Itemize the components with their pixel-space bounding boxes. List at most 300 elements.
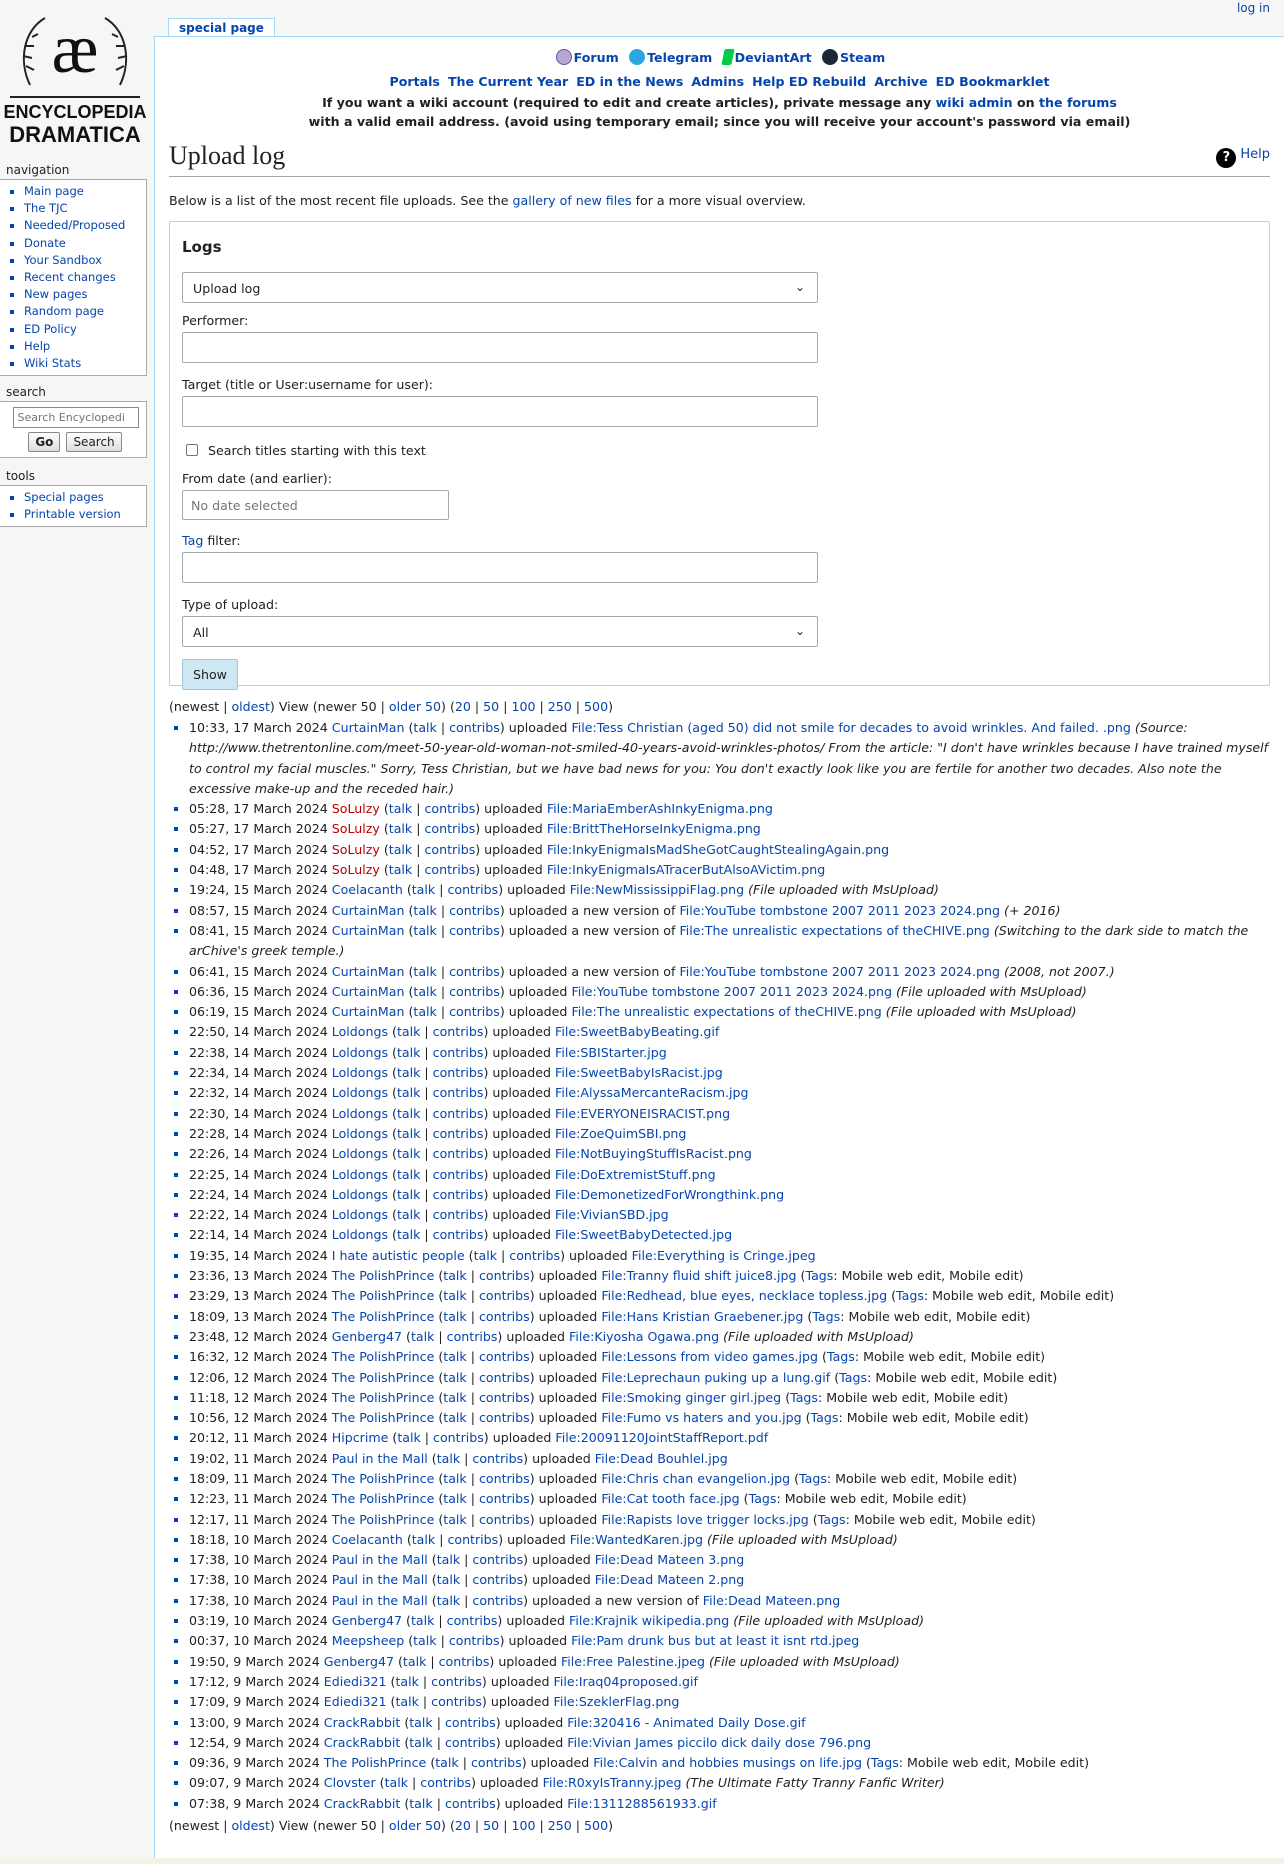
contribs-link[interactable]: contribs bbox=[449, 902, 500, 918]
contribs-link[interactable]: contribs bbox=[472, 1572, 524, 1588]
log-action: uploaded bbox=[498, 1653, 557, 1669]
contribs-link[interactable]: contribs bbox=[447, 1531, 499, 1547]
contribs-link[interactable]: contribs bbox=[438, 1653, 490, 1669]
contribs-link[interactable]: contribs bbox=[431, 1673, 482, 1689]
talk-link[interactable]: talk bbox=[396, 1105, 421, 1121]
user-link[interactable]: CurtainMan bbox=[331, 963, 405, 979]
contribs-link[interactable]: contribs bbox=[432, 1207, 484, 1223]
user-link[interactable]: The PolishPrince bbox=[331, 1369, 435, 1385]
talk-link[interactable]: talk bbox=[413, 720, 437, 735]
log-timestamp: 08:41, 15 March 2024 bbox=[189, 922, 328, 938]
contribs-link[interactable]: contribs bbox=[478, 1268, 530, 1284]
contribs-link[interactable]: contribs bbox=[444, 1795, 496, 1811]
limit-link[interactable]: 50 bbox=[483, 1818, 500, 1834]
talk-link[interactable]: talk bbox=[402, 1653, 427, 1669]
tags-link[interactable]: Tags bbox=[799, 1470, 827, 1486]
file-link[interactable]: File:SzeklerFlag.png bbox=[553, 1694, 680, 1710]
user-link[interactable]: Ediedi321 bbox=[323, 1673, 387, 1689]
talk-link[interactable]: talk bbox=[388, 821, 413, 837]
tags-link[interactable]: Tags bbox=[817, 1511, 846, 1527]
user-link[interactable]: Loldongs bbox=[331, 1227, 389, 1243]
tags-link[interactable]: Tags bbox=[896, 1288, 924, 1304]
contribs-link[interactable]: contribs bbox=[478, 1491, 530, 1507]
file-link[interactable]: File:Pam drunk bus but at least it isnt rtd.jpeg bbox=[571, 1633, 860, 1649]
user-link[interactable]: SoLulzy bbox=[331, 801, 380, 817]
pager-top: (newest | oldest) View (newer 50 | older 50) (20 | 50 | 100 | 250 | 500) bbox=[169, 699, 614, 714]
file-link[interactable]: File:SweetBabyBeating.gif bbox=[555, 1024, 720, 1040]
file-link[interactable]: File:MariaEmberAshInkyEnigma.png bbox=[546, 801, 773, 817]
oldest-link[interactable]: oldest bbox=[231, 1818, 270, 1834]
search-button[interactable]: Search bbox=[66, 432, 121, 452]
user-link[interactable]: Loldongs bbox=[331, 1105, 389, 1121]
talk-link[interactable]: talk bbox=[436, 1450, 461, 1466]
talk-link[interactable]: talk bbox=[409, 1714, 433, 1730]
file-link[interactable]: File:Dead Mateen 2.png bbox=[594, 1572, 745, 1588]
user-link[interactable]: Loldongs bbox=[331, 1125, 389, 1141]
log-tags: Mobile web edit, Mobile edit bbox=[932, 1288, 1110, 1304]
talk-link[interactable]: talk bbox=[413, 922, 437, 938]
talk-link[interactable]: talk bbox=[395, 1673, 419, 1689]
user-link[interactable]: The PolishPrince bbox=[331, 1288, 435, 1304]
talk-link[interactable]: talk bbox=[396, 1065, 421, 1081]
talk-link[interactable]: talk bbox=[473, 1247, 498, 1263]
talk-link[interactable]: talk bbox=[396, 1166, 421, 1182]
log-timestamp: 19:50, 9 March 2024 bbox=[189, 1653, 320, 1669]
contribs-link[interactable]: contribs bbox=[472, 1552, 524, 1568]
file-link[interactable]: File:BrittTheHorseInkyEnigma.png bbox=[546, 821, 761, 837]
file-link[interactable]: File:InkyEnigmaIsATracerButAlsoAVictim.png bbox=[546, 862, 826, 878]
log-timestamp: 04:48, 17 March 2024 bbox=[189, 862, 328, 878]
contribs-link[interactable]: contribs bbox=[446, 1328, 498, 1344]
talk-link[interactable]: talk bbox=[443, 1491, 467, 1507]
file-link[interactable]: File:DemonetizedForWrongthink.png bbox=[555, 1186, 785, 1202]
tag-filter-input[interactable] bbox=[182, 552, 818, 583]
contribs-link[interactable]: contribs bbox=[449, 720, 500, 735]
limit-link[interactable]: 500 bbox=[584, 699, 609, 714]
talk-link[interactable]: talk bbox=[413, 1633, 437, 1649]
contribs-link[interactable]: contribs bbox=[432, 1065, 484, 1081]
talk-link[interactable]: talk bbox=[388, 862, 413, 878]
contribs-link[interactable]: contribs bbox=[478, 1389, 530, 1405]
user-link[interactable]: Genberg47 bbox=[331, 1613, 403, 1629]
user-link[interactable]: Coelacanth bbox=[331, 882, 403, 898]
limit-link[interactable]: 20 bbox=[454, 699, 471, 714]
talk-link[interactable]: talk bbox=[443, 1349, 467, 1365]
contribs-link[interactable]: contribs bbox=[478, 1511, 530, 1527]
user-link[interactable]: CrackRabbit bbox=[323, 1795, 401, 1811]
file-link[interactable]: File:Krajnik wikipedia.png bbox=[569, 1613, 730, 1629]
file-link[interactable]: File:WantedKaren.jpg bbox=[569, 1531, 704, 1547]
log-entry: ▪ 08:41, 15 March 2024 CurtainMan (talk | contribs) uploaded a new version of File:The unrealistic expectations of theCHIVE.png (Switching to the dark side to match the arChive's greek temple.) bbox=[189, 921, 1270, 962]
sidebar-item-link[interactable]: ED Policy bbox=[24, 321, 77, 336]
sidebar-item-link[interactable]: The TJC bbox=[24, 201, 68, 216]
talk-link[interactable]: talk bbox=[411, 1531, 436, 1547]
file-link[interactable]: File:Leprechaun puking up a lung.gif bbox=[601, 1369, 831, 1385]
user-link[interactable]: CurtainMan bbox=[331, 1004, 405, 1020]
login-link[interactable]: log in bbox=[1236, 1, 1270, 15]
file-link[interactable]: File:SweetBabyDetected.jpg bbox=[555, 1227, 733, 1243]
contribs-link[interactable]: contribs bbox=[478, 1288, 530, 1304]
contribs-link[interactable]: contribs bbox=[449, 922, 500, 938]
tools-portal bbox=[0, 469, 147, 527]
portal-link[interactable]: ED Bookmarklet bbox=[935, 74, 1050, 89]
site-logo[interactable] bbox=[0, 0, 150, 150]
portal-link[interactable]: Archive bbox=[874, 74, 928, 89]
contribs-link[interactable]: contribs bbox=[432, 1044, 484, 1060]
contribs-link[interactable]: contribs bbox=[478, 1349, 530, 1365]
from-date-input[interactable]: No date selected bbox=[182, 490, 449, 520]
file-link[interactable]: File:Lessons from video games.jpg bbox=[601, 1349, 819, 1365]
talk-link[interactable]: talk bbox=[396, 1085, 421, 1101]
tags-link[interactable]: Tags bbox=[805, 1268, 834, 1284]
tags-link[interactable]: Tags bbox=[870, 1755, 899, 1771]
contribs-link[interactable]: contribs bbox=[420, 1775, 472, 1791]
talk-link[interactable]: talk bbox=[443, 1470, 467, 1486]
file-link[interactable]: File:Redhead, blue eyes, necklace topless.jpg bbox=[601, 1288, 888, 1304]
talk-link[interactable]: talk bbox=[443, 1369, 467, 1385]
file-link[interactable]: File:Tess Christian (aged 50) did not smile for decades to avoid wrinkles. And failed. .png bbox=[571, 720, 1131, 735]
user-link[interactable]: CrackRabbit bbox=[323, 1734, 401, 1750]
file-link[interactable]: File:20091120JointStaffReport.pdf bbox=[555, 1430, 769, 1446]
user-link[interactable]: Meepsheep bbox=[331, 1633, 405, 1649]
file-link[interactable]: File:Vivian James piccilo dick daily dose 796.png bbox=[567, 1734, 872, 1750]
contribs-link[interactable]: contribs bbox=[432, 1166, 484, 1182]
talk-link[interactable]: talk bbox=[410, 1613, 435, 1629]
file-link[interactable]: File:InkyEnigmaIsMadSheGotCaughtStealingAgain.png bbox=[546, 841, 890, 857]
user-link[interactable]: The PolishPrince bbox=[331, 1308, 435, 1324]
contribs-link[interactable]: contribs bbox=[433, 1430, 484, 1446]
older-link[interactable]: older 50 bbox=[388, 699, 442, 714]
user-link[interactable]: Loldongs bbox=[331, 1146, 389, 1162]
user-link[interactable]: Genberg47 bbox=[331, 1328, 403, 1344]
file-link[interactable]: File:320416 - Animated Daily Dose.gif bbox=[567, 1714, 806, 1730]
talk-link[interactable]: talk bbox=[384, 1775, 409, 1791]
file-link[interactable]: File:Kiyosha Ogawa.png bbox=[569, 1328, 720, 1344]
file-link[interactable]: File:R0xyIsTranny.jpeg bbox=[542, 1775, 682, 1791]
talk-link[interactable]: talk bbox=[443, 1268, 467, 1284]
user-link[interactable]: Genberg47 bbox=[323, 1653, 394, 1669]
user-link[interactable]: Loldongs bbox=[331, 1024, 389, 1040]
user-link[interactable]: Ediedi321 bbox=[323, 1694, 387, 1710]
forum-link[interactable]: Forum bbox=[573, 50, 619, 65]
file-link[interactable]: File:YouTube tombstone 2007 2011 2023 2024.png bbox=[679, 963, 1001, 979]
sidebar-item-link[interactable]: Needed/Proposed bbox=[24, 218, 126, 233]
user-link[interactable]: The PolishPrince bbox=[331, 1268, 435, 1284]
file-link[interactable]: File:Hans Kristian Graebener.jpg bbox=[601, 1308, 804, 1324]
go-button[interactable]: Go bbox=[28, 432, 60, 452]
tags-link[interactable]: Tags bbox=[748, 1491, 777, 1507]
sidebar-item-link[interactable]: New pages bbox=[24, 287, 88, 302]
file-link[interactable]: File:Dead Bouhlel.jpg bbox=[594, 1450, 728, 1466]
contribs-link[interactable]: contribs bbox=[424, 801, 476, 817]
file-link[interactable]: File:The unrealistic expectations of theCHIVE.png bbox=[679, 922, 990, 938]
file-link[interactable]: File:ZoeQuimSBI.png bbox=[555, 1125, 687, 1141]
contribs-link[interactable]: contribs bbox=[444, 1734, 496, 1750]
tags-link[interactable]: Tags bbox=[810, 1410, 839, 1426]
sidebar-item-link[interactable]: Your Sandbox bbox=[24, 252, 102, 267]
log-entry: ▪ 03:19, 10 March 2024 Genberg47 (talk | contribs) uploaded File:Krajnik wikipedia.png (File uploaded with MsUpload) bbox=[189, 1611, 1270, 1631]
user-link[interactable]: The PolishPrince bbox=[331, 1410, 435, 1426]
file-link[interactable]: File:NotBuyingStuffIsRacist.png bbox=[555, 1146, 752, 1162]
contribs-link[interactable]: contribs bbox=[424, 821, 476, 837]
file-link[interactable]: File:Dead Mateen 3.png bbox=[594, 1552, 745, 1568]
search-input[interactable] bbox=[13, 407, 139, 428]
talk-link[interactable]: talk bbox=[443, 1308, 467, 1324]
user-link[interactable]: The PolishPrince bbox=[323, 1755, 427, 1771]
file-link[interactable]: File:Cat tooth face.jpg bbox=[601, 1491, 740, 1507]
log-entry: ▪ 12:54, 9 March 2024 CrackRabbit (talk | contribs) uploaded File:Vivian James piccilo dick daily dose 796.png bbox=[189, 1733, 1270, 1753]
limit-link[interactable]: 100 bbox=[511, 1818, 536, 1834]
user-link[interactable]: The PolishPrince bbox=[331, 1389, 435, 1405]
talk-link[interactable]: talk bbox=[436, 1592, 461, 1608]
talk-link[interactable]: talk bbox=[413, 902, 437, 918]
file-link[interactable]: File:SBIStarter.jpg bbox=[555, 1044, 667, 1060]
contribs-link[interactable]: contribs bbox=[432, 1186, 484, 1202]
wiki-admin-link[interactable]: wiki admin bbox=[935, 95, 1013, 110]
talk-link[interactable]: talk bbox=[396, 1227, 421, 1243]
tags-link[interactable]: Tags bbox=[839, 1369, 868, 1385]
talk-link[interactable]: talk bbox=[396, 1044, 421, 1060]
log-tags: Mobile web edit, Mobile edit bbox=[863, 1349, 1041, 1365]
tags-link[interactable]: Tags bbox=[812, 1308, 841, 1324]
user-link[interactable]: Loldongs bbox=[331, 1166, 389, 1182]
user-link[interactable]: Paul in the Mall bbox=[331, 1552, 428, 1568]
sidebar-item-link[interactable]: Recent changes bbox=[24, 270, 116, 285]
contribs-link[interactable]: contribs bbox=[509, 1247, 561, 1263]
tools-item-link[interactable]: Special pages bbox=[24, 490, 104, 504]
talk-link[interactable]: talk bbox=[410, 1328, 435, 1344]
log-timestamp: 18:18, 10 March 2024 bbox=[189, 1531, 328, 1547]
file-link[interactable]: File:Free Palestine.jpeg bbox=[560, 1653, 705, 1669]
help-link[interactable] bbox=[1216, 147, 1270, 168]
contribs-link[interactable]: contribs bbox=[432, 1024, 484, 1040]
talk-link[interactable]: talk bbox=[396, 1207, 421, 1223]
steam-link[interactable]: Steam bbox=[840, 50, 886, 65]
sidebar-item-link[interactable]: Main page bbox=[24, 184, 84, 198]
talk-link[interactable]: talk bbox=[397, 1430, 421, 1446]
upload-type-value: All bbox=[193, 625, 209, 640]
limit-link[interactable]: 100 bbox=[511, 699, 536, 714]
log-comment: (2008, not 2007.) bbox=[1004, 963, 1115, 979]
sidebar-item-link[interactable]: Wiki Stats bbox=[24, 356, 82, 371]
file-link[interactable]: File:Rapists love trigger locks.jpg bbox=[601, 1511, 809, 1527]
page-title-text: Upload log bbox=[169, 141, 286, 170]
limit-link[interactable]: 20 bbox=[454, 1818, 471, 1834]
prefix-checkbox[interactable] bbox=[186, 444, 198, 456]
telegram-link[interactable]: Telegram bbox=[647, 50, 713, 65]
talk-link[interactable]: talk bbox=[413, 983, 437, 999]
contribs-link[interactable]: contribs bbox=[478, 1470, 530, 1486]
talk-link[interactable]: talk bbox=[443, 1288, 467, 1304]
contribs-link[interactable]: contribs bbox=[444, 1714, 496, 1730]
log-action: uploaded bbox=[532, 1552, 591, 1568]
user-link[interactable]: Paul in the Mall bbox=[331, 1572, 428, 1588]
user-link[interactable]: Hipcrime bbox=[331, 1430, 389, 1446]
portal-link[interactable]: ED in the News bbox=[576, 74, 684, 89]
contribs-link[interactable]: contribs bbox=[478, 1308, 530, 1324]
sidebar-item bbox=[24, 338, 142, 355]
gallery-link[interactable]: gallery of new files bbox=[512, 193, 632, 208]
contribs-link[interactable]: contribs bbox=[470, 1755, 522, 1771]
file-link[interactable]: File:The unrealistic expectations of theCHIVE.png bbox=[571, 1004, 882, 1020]
talk-link[interactable]: talk bbox=[413, 1004, 437, 1020]
user-link[interactable]: SoLulzy bbox=[331, 841, 380, 857]
contribs-link[interactable]: contribs bbox=[449, 1004, 500, 1020]
user-link[interactable]: The PolishPrince bbox=[331, 1491, 435, 1507]
user-link[interactable]: CurtainMan bbox=[331, 922, 405, 938]
tab-special-page[interactable]: special page bbox=[168, 18, 275, 37]
contribs-link[interactable]: contribs bbox=[478, 1369, 530, 1385]
talk-link[interactable]: talk bbox=[396, 1186, 421, 1202]
talk-link[interactable]: talk bbox=[443, 1511, 467, 1527]
tags-link[interactable]: Tags bbox=[790, 1389, 818, 1405]
user-link[interactable]: Coelacanth bbox=[331, 1531, 403, 1547]
log-action: uploaded bbox=[532, 1572, 591, 1588]
logs-legend: Logs bbox=[182, 238, 222, 256]
log-entry: ▪ 04:52, 17 March 2024 SoLulzy (talk | contribs) uploaded File:InkyEnigmaIsMadSheGotCaughtStealingAgain.png bbox=[189, 840, 1270, 860]
user-link[interactable]: CrackRabbit bbox=[323, 1714, 401, 1730]
talk-link[interactable]: talk bbox=[413, 963, 437, 979]
file-link[interactable]: File:AlyssaMercanteRacism.jpg bbox=[555, 1085, 749, 1101]
portal-link[interactable]: The Current Year bbox=[447, 74, 569, 89]
file-link[interactable]: File:SweetBabyIsRacist.jpg bbox=[555, 1065, 723, 1081]
file-link[interactable]: File:DoExtremistStuff.png bbox=[555, 1166, 716, 1182]
user-link[interactable]: Loldongs bbox=[331, 1207, 389, 1223]
user-link[interactable]: The PolishPrince bbox=[331, 1511, 435, 1527]
contribs-link[interactable]: contribs bbox=[432, 1227, 484, 1243]
file-link[interactable]: File:Chris chan evangelion.jpg bbox=[601, 1470, 791, 1486]
file-link[interactable]: File:YouTube tombstone 2007 2011 2023 2024.png bbox=[679, 902, 1001, 918]
performer-input[interactable] bbox=[182, 332, 818, 363]
tools-item-link[interactable]: Printable version bbox=[24, 507, 121, 522]
log-action: uploaded bbox=[538, 1308, 598, 1324]
talk-link[interactable]: talk bbox=[409, 1795, 433, 1811]
log-type-select[interactable] bbox=[182, 272, 818, 303]
tags-link[interactable]: Tags bbox=[826, 1349, 855, 1365]
contribs-link[interactable]: contribs bbox=[449, 963, 500, 979]
user-link[interactable]: Clovster bbox=[323, 1775, 376, 1791]
talk-link[interactable]: talk bbox=[411, 882, 436, 898]
user-link[interactable]: CurtainMan bbox=[331, 902, 405, 918]
sidebar-item-link[interactable]: Random page bbox=[24, 304, 104, 319]
sidebar-item-link[interactable]: Donate bbox=[24, 235, 66, 250]
log-action: uploaded bbox=[490, 1673, 550, 1689]
contribs-link[interactable]: contribs bbox=[472, 1450, 524, 1466]
tag-link[interactable]: Tag bbox=[182, 533, 204, 548]
file-link[interactable]: File:Tranny fluid shift juice8.jpg bbox=[601, 1268, 797, 1284]
sidebar-item bbox=[24, 183, 142, 200]
user-link[interactable]: Paul in the Mall bbox=[331, 1450, 428, 1466]
limit-link[interactable]: 250 bbox=[547, 1818, 572, 1834]
contribs-link[interactable]: contribs bbox=[431, 1694, 482, 1710]
forums-link[interactable]: the forums bbox=[1039, 95, 1117, 110]
portal-link[interactable]: Help ED Rebuild bbox=[752, 74, 867, 89]
talk-link[interactable]: talk bbox=[409, 1734, 433, 1750]
contribs-link[interactable]: contribs bbox=[432, 1146, 484, 1162]
file-link[interactable]: File:Fumo vs haters and you.jpg bbox=[601, 1410, 802, 1426]
contribs-link[interactable]: contribs bbox=[432, 1125, 484, 1141]
user-link[interactable]: I hate autistic people bbox=[331, 1247, 465, 1263]
file-link[interactable]: File:Iraq04proposed.gif bbox=[553, 1673, 698, 1689]
file-link[interactable]: File:VivianSBD.jpg bbox=[555, 1207, 669, 1223]
talk-link[interactable]: talk bbox=[388, 801, 413, 817]
file-link[interactable]: File:EVERYONEISRACIST.png bbox=[555, 1105, 731, 1121]
talk-link[interactable]: talk bbox=[396, 1125, 421, 1141]
user-link[interactable]: Loldongs bbox=[331, 1186, 389, 1202]
limit-link[interactable]: 250 bbox=[547, 699, 572, 714]
page-title bbox=[169, 141, 1270, 177]
help-label[interactable]: Help bbox=[1240, 147, 1270, 162]
talk-link[interactable]: talk bbox=[436, 1552, 461, 1568]
talk-link[interactable]: talk bbox=[396, 1024, 421, 1040]
user-link[interactable]: SoLulzy bbox=[331, 862, 380, 878]
deviantart-link[interactable]: DeviantArt bbox=[734, 50, 812, 65]
contribs-link[interactable]: contribs bbox=[449, 983, 500, 999]
log-timestamp: 12:23, 11 March 2024 bbox=[189, 1491, 328, 1507]
file-link[interactable]: File:1311288561933.gif bbox=[567, 1795, 717, 1811]
log-timestamp: 17:09, 9 March 2024 bbox=[189, 1694, 320, 1710]
contribs-link[interactable]: contribs bbox=[424, 862, 476, 878]
contribs-link[interactable]: contribs bbox=[478, 1410, 530, 1426]
user-link[interactable]: The PolishPrince bbox=[331, 1349, 435, 1365]
user-link[interactable]: Paul in the Mall bbox=[331, 1592, 428, 1608]
contribs-link[interactable]: contribs bbox=[472, 1592, 524, 1608]
file-link[interactable]: File:Everything is Cringe.jpeg bbox=[631, 1247, 816, 1263]
contribs-link[interactable]: contribs bbox=[432, 1085, 484, 1101]
portal-link[interactable]: Admins bbox=[691, 74, 745, 89]
file-link[interactable]: File:NewMississippiFlag.png bbox=[569, 882, 745, 898]
file-link[interactable]: File:Dead Mateen.png bbox=[702, 1592, 841, 1608]
limit-link[interactable]: 50 bbox=[483, 699, 500, 714]
log-action: uploaded bbox=[506, 1613, 565, 1629]
file-link[interactable]: File:Calvin and hobbies musings on life.jpg bbox=[593, 1755, 862, 1771]
contribs-link[interactable]: contribs bbox=[446, 1613, 498, 1629]
log-timestamp: 22:32, 14 March 2024 bbox=[189, 1085, 328, 1101]
talk-link[interactable]: talk bbox=[395, 1694, 419, 1710]
talk-link[interactable]: talk bbox=[388, 841, 413, 857]
file-link[interactable]: File:Smoking ginger girl.jpeg bbox=[601, 1389, 782, 1405]
user-link[interactable]: SoLulzy bbox=[331, 821, 380, 837]
talk-link[interactable]: talk bbox=[435, 1755, 459, 1771]
file-link[interactable]: File:YouTube tombstone 2007 2011 2023 2024.png bbox=[571, 983, 892, 999]
user-link[interactable]: Loldongs bbox=[331, 1085, 389, 1101]
user-link[interactable]: CurtainMan bbox=[331, 983, 405, 999]
limit-link[interactable]: 500 bbox=[584, 1818, 609, 1834]
contribs-link[interactable]: contribs bbox=[432, 1105, 484, 1121]
sidebar-item-link[interactable]: Help bbox=[24, 338, 51, 353]
contribs-link[interactable]: contribs bbox=[447, 882, 499, 898]
talk-link[interactable]: talk bbox=[443, 1410, 467, 1426]
older-link[interactable]: older 50 bbox=[388, 1818, 442, 1834]
contribs-link[interactable]: contribs bbox=[448, 1633, 500, 1649]
user-link[interactable]: Loldongs bbox=[331, 1044, 389, 1060]
target-input[interactable] bbox=[182, 396, 818, 427]
talk-link[interactable]: talk bbox=[436, 1572, 461, 1588]
log-action: uploaded bbox=[508, 1004, 568, 1020]
user-link[interactable]: Loldongs bbox=[331, 1065, 389, 1081]
oldest-link[interactable]: oldest bbox=[231, 699, 270, 714]
portal-link[interactable]: Portals bbox=[389, 74, 440, 89]
show-button[interactable]: Show bbox=[182, 659, 238, 690]
user-link[interactable]: The PolishPrince bbox=[331, 1470, 435, 1486]
user-link[interactable]: CurtainMan bbox=[331, 720, 405, 735]
upload-type-select[interactable] bbox=[182, 616, 818, 647]
contribs-link[interactable]: contribs bbox=[424, 841, 476, 857]
talk-link[interactable]: talk bbox=[443, 1389, 467, 1405]
help-icon: ? bbox=[1216, 148, 1236, 168]
page-tabs bbox=[168, 18, 275, 37]
talk-link[interactable]: talk bbox=[396, 1146, 421, 1162]
